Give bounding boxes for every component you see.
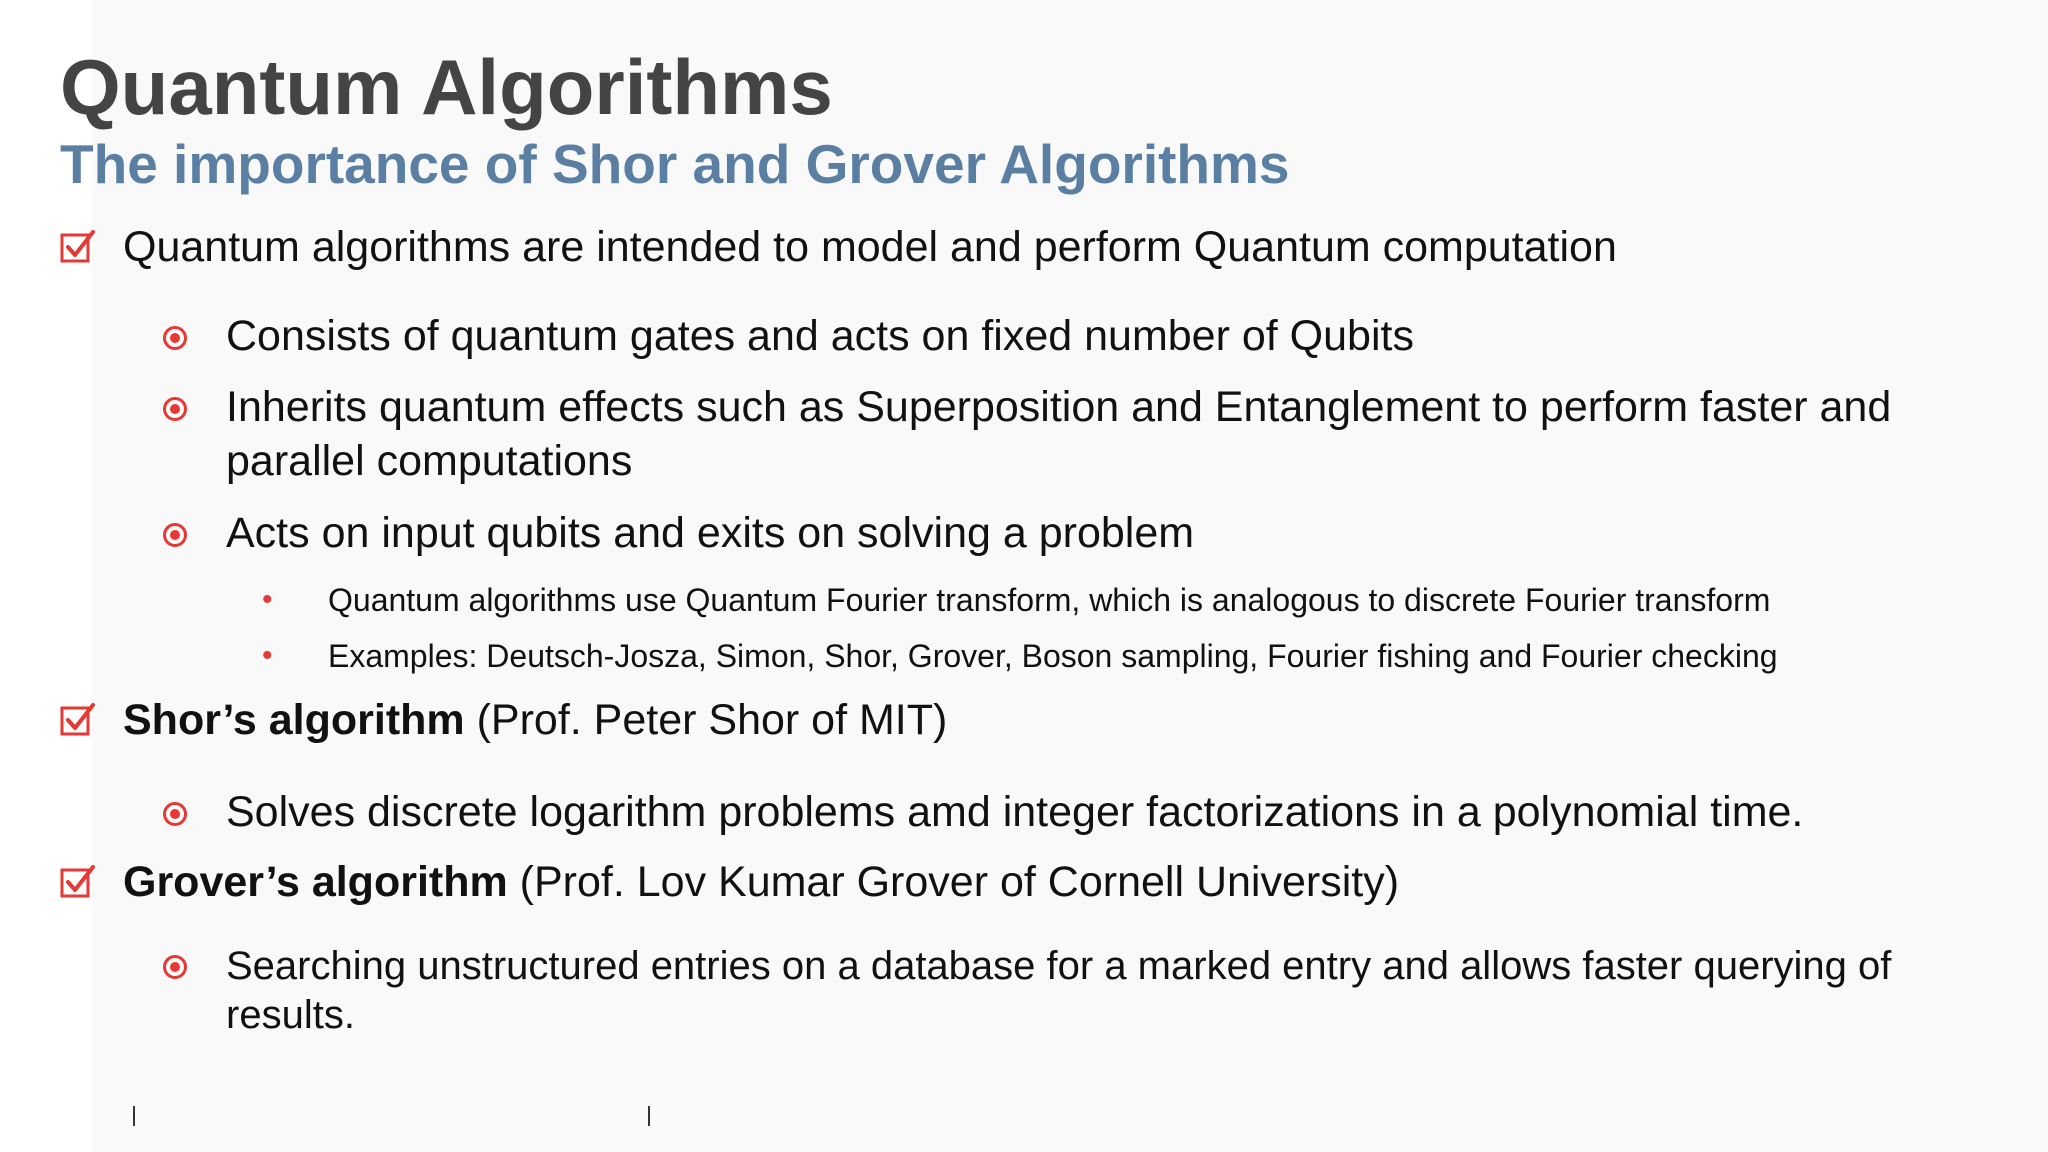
slide-title: Quantum Algorithms — [60, 43, 833, 131]
bullet-dot-icon: • — [262, 583, 273, 616]
sub-bullet-input-text: Acts on input qubits and exits on solving a problem — [226, 509, 1195, 557]
checked-box-icon — [60, 702, 96, 738]
sub-bullet-qubits-text: Consists of quantum gates and acts on fixed number of Qubits — [226, 312, 1414, 360]
slide-subtitle: The importance of Shor and Grover Algorithms — [60, 133, 1290, 195]
bullet-dot-icon: • — [262, 639, 273, 672]
sub-bullet-effects-line2: parallel computations — [226, 437, 633, 485]
circled-dot-icon — [162, 801, 188, 827]
footer-divider — [648, 1106, 650, 1126]
sub-bullet-grover-line2: results. — [226, 993, 355, 1037]
circled-dot-icon — [162, 954, 188, 980]
bullet-grover-text — [123, 856, 1399, 908]
sub-bullet-shor-text: Solves discrete logarithm problems amd integer factorizations in a polynomial time. — [226, 788, 1804, 836]
grover-attribution: (Prof. Lov Kumar Grover of Cornell University) — [507, 858, 1400, 906]
checked-box-icon — [60, 229, 96, 265]
checked-box-icon — [60, 864, 96, 900]
circled-dot-icon — [162, 522, 188, 548]
sub-sub-bullet-qft-text: Quantum algorithms use Quantum Fourier transform, which is analogous to discrete Fourier transform — [328, 582, 1771, 618]
sub-bullet-effects-line1: Inherits quantum effects such as Superposition and Entanglement to perform faster and — [226, 383, 1892, 431]
circled-dot-icon — [162, 325, 188, 351]
sub-sub-bullet-examples-text: Examples: Deutsch-Josza, Simon, Shor, Grover, Boson sampling, Fourier fishing and Fourier checking — [328, 638, 1778, 674]
bullet-shor-text — [123, 694, 947, 746]
shor-attribution: (Prof. Peter Shor of MIT) — [464, 696, 948, 744]
bullet-intro-text: Quantum algorithms are intended to model and perform Quantum computation — [123, 223, 1617, 271]
footer-divider — [133, 1106, 135, 1126]
shor-heading: Shor’s algorithm — [123, 696, 465, 744]
grover-heading: Grover’s algorithm — [123, 858, 508, 906]
circled-dot-icon — [162, 396, 188, 422]
sub-bullet-grover-line1: Searching unstructured entries on a database for a marked entry and allows faster querying of — [226, 944, 1892, 988]
